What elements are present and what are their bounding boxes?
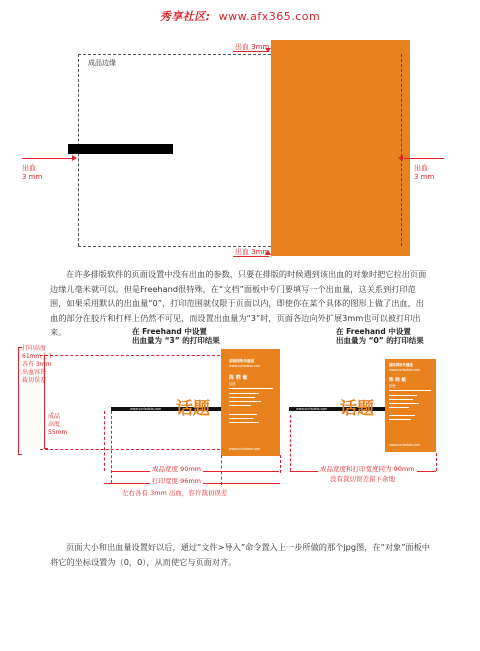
site-logo: 秀享社区: (159, 10, 211, 23)
card-left-info-block (229, 391, 269, 441)
guide-top (40, 355, 220, 356)
bleed-right-label-1: 出血 (414, 164, 428, 172)
card-right-company: 湖南网络传播通 (389, 363, 413, 367)
card-left-strip-text: www.surfadeia.com (130, 407, 162, 411)
bleed-right-arrow (398, 155, 403, 161)
card-right-white-line (389, 390, 431, 391)
print-height-label-3: 各有 3mm (22, 361, 52, 368)
bleed-bottom-line (233, 256, 269, 257)
bleed-top-label: 出血 3mm (235, 43, 270, 51)
guide-bottom (40, 449, 220, 450)
print-height-label-2: 61mm上下 (22, 353, 54, 360)
card-left-title: 经理 (229, 382, 236, 386)
body-paragraph-1: 在许多排版软件的页面设置中没有出血的参数，只要在排版的时候遇到该出血的对象时把它拉出页面边缘儿毫米就可以。但是Freehand很特殊，在“文档”面板中专门要填写一个出血量，这关系到打印范围，如果采用默认的出血量“0”，打印范围就仅限于页面以内，即使你在某个具体的图形上做了出血，出血的部分在胶片和打样上仍然不可见，而设置出血量为“3”时，页面各边向外扩展3mm也可以被打印出来。 (50, 269, 427, 338)
card-right-brand: 话题 (340, 399, 374, 419)
right-note-1: 成品宽度和打印宽度同为 90mm (320, 465, 415, 473)
card-right-name: 陈 晓 敏 (389, 378, 406, 383)
guide-right-2 (280, 455, 281, 473)
bleed-left-arrow (72, 155, 77, 161)
print-height-label-1: 打印高度 (22, 345, 47, 352)
print-height-label-4: 出血容许 (22, 369, 47, 376)
body-paragraph-2: 页面大小和出血量设置好以后，通过“文件>导入”命令置入上一步所做的那个jpg图，在“对象”面板中将它的坐标设置为（0，0），从而使它与页面对齐。 (50, 542, 430, 567)
product-height-label-1: 成品 (48, 413, 61, 420)
bleed-left-label-1: 出血 (22, 164, 36, 172)
guide-right-card-2 (436, 453, 437, 471)
print-height-label-5: 裁切误差 (22, 377, 47, 384)
card-left-name: 陈 晓 敏 (229, 375, 248, 381)
bleed-left-line (22, 158, 74, 159)
card-right-strip-text: www.surfadeia.com (296, 407, 328, 411)
product-height-label-3: 55mm (48, 429, 68, 436)
print-width-label: 打印宽度 96mm (152, 477, 202, 485)
caption-right-1: 在 Freehand 中设置 (336, 327, 411, 336)
card-right-title: 经理 (389, 384, 396, 388)
guide-right-card-1 (290, 415, 291, 471)
bleed-right-label-2: 3 mm (414, 173, 435, 181)
card-left-footer: www.surfadeia.com (229, 447, 261, 451)
card-left-bleed (221, 349, 280, 456)
card-right-info-block (389, 393, 429, 437)
bleed-left-label-2: 3 mm (22, 173, 43, 181)
card-left-brand: 话题 (176, 399, 210, 419)
bleed-top-arrow (265, 48, 271, 52)
site-url[interactable]: www.afx365.com (218, 10, 321, 23)
page-edge-label: 成品边缘 (88, 59, 116, 67)
card-left-company: 湖南网络传播通 (229, 359, 255, 363)
card-right-footer: www.surfadeia.com (389, 443, 421, 447)
caption-left-1: 在 Freehand 中设置 (132, 327, 207, 336)
guide-right-1 (221, 455, 222, 485)
product-height-label-2: 高度 (48, 421, 61, 428)
bleed-note-label: 左右各有 3mm 出血，容许裁切误差 (122, 489, 228, 497)
card-right-website: www.surfadeia.com (389, 368, 421, 372)
product-height-bracket (44, 355, 48, 449)
card-right (385, 359, 436, 452)
bleed-diagram (0, 40, 480, 265)
orange-inner-edge (401, 54, 402, 246)
bleed-right-line (404, 158, 444, 159)
card-left-white-line (229, 388, 273, 389)
card-left-website: www.surfadeia.com (229, 364, 261, 368)
bleed-bottom-label: 出血 3mm (235, 248, 270, 256)
caption-left-2: 出血量为 “3” 的打印结果 (132, 336, 220, 345)
right-note-2: 没有裁切误差留下余地 (330, 475, 395, 483)
bleed-bottom-arrow (265, 250, 271, 255)
print-comparison-figure (0, 325, 480, 550)
print-height-bracket (18, 347, 22, 455)
caption-right-2: 出血量为 “0” 的打印结果 (336, 336, 424, 345)
guide-left-1 (104, 411, 105, 471)
product-width-label: 成品宽度 90mm (152, 465, 202, 473)
site-header (0, 8, 480, 24)
guide-left-2 (111, 411, 112, 483)
bleed-orange-block (271, 40, 410, 256)
bleed-top-line (233, 51, 269, 52)
black-bleed-bar (68, 144, 173, 154)
